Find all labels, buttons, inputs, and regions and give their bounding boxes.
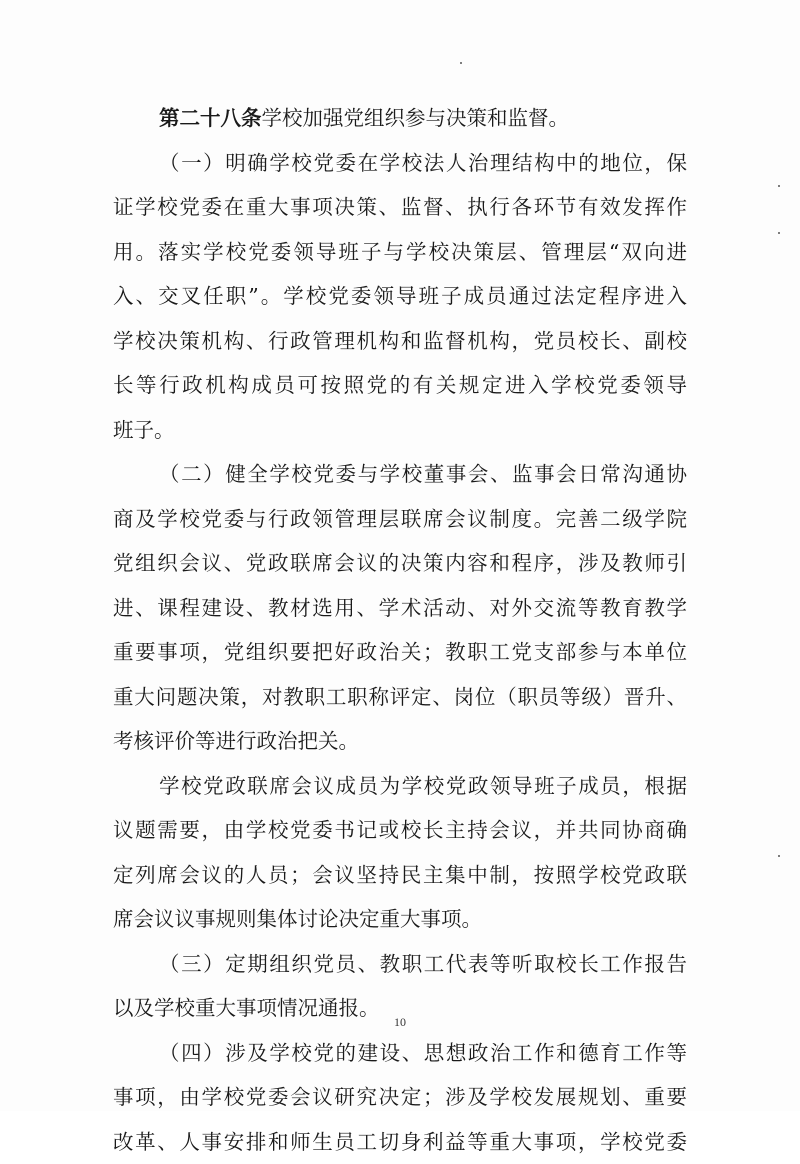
scan-speck xyxy=(778,185,780,187)
text-line: 改革、人事安排和师生员工切身利益等重大事项，学校党委 xyxy=(113,1120,687,1164)
text-line: 考核评价等进行政治把关。 xyxy=(113,719,687,764)
scan-speck xyxy=(778,232,780,234)
paragraph-2 xyxy=(113,452,687,764)
text-line: 进、课程建设、教材选用、学术活动、对外交流等教育教学 xyxy=(113,586,687,631)
paragraph-5 xyxy=(113,1031,687,1164)
text-line: 定列席会议的人员；会议坚持民主集中制，按照学校党政联 xyxy=(113,853,687,898)
text-line: 党组织会议、党政联席会议的决策内容和程序，涉及教师引 xyxy=(113,541,687,586)
text-line: 班子。 xyxy=(113,408,687,453)
text-line: 学校决策机构、行政管理机构和监督机构，党员校长、副校 xyxy=(113,319,687,364)
paragraph-1 xyxy=(113,141,687,453)
article-heading xyxy=(113,96,687,141)
text-line: 长等行政机构成员可按照党的有关规定进入学校党委领导 xyxy=(113,363,687,408)
scan-speck xyxy=(460,62,462,64)
text-line: 重大问题决策，对教职工职称评定、岗位（职员等级）晋升、 xyxy=(113,675,687,720)
text-line: 证学校党委在重大事项决策、监督、执行各环节有效发挥作 xyxy=(113,185,687,230)
text-line: （四）涉及学校党的建设、思想政治工作和德育工作等 xyxy=(113,1031,687,1076)
text-line: 学校党政联席会议成员为学校党政领导班子成员，根据 xyxy=(113,764,687,809)
page-number: 10 xyxy=(0,1015,800,1030)
text-line: 商及学校党委与行政领管理层联席会议制度。完善二级学院 xyxy=(113,497,687,542)
text-line: 重要事项，党组织要把好政治关；教职工党支部参与本单位 xyxy=(113,630,687,675)
body-text xyxy=(113,96,687,1164)
text-line: 事项，由学校党委会议研究决定；涉及学校发展规划、重要 xyxy=(113,1075,687,1120)
paragraph-3 xyxy=(113,764,687,942)
text-line: （三）定期组织党员、教职工代表等听取校长工作报告 xyxy=(113,942,687,987)
text-line: 入、交叉任职”。学校党委领导班子成员通过法定程序进入 xyxy=(113,274,687,319)
text-line: （一）明确学校党委在学校法人治理结构中的地位，保 xyxy=(113,141,687,186)
text-line: 席会议议事规则集体讨论决定重大事项。 xyxy=(113,897,687,942)
article-title: 学校加强党组织参与决策和监督。 xyxy=(262,106,570,130)
article-number: 第二十八条 xyxy=(159,106,262,130)
text-line: 议题需要，由学校党委书记或校长主持会议，并共同协商确 xyxy=(113,808,687,853)
text-line: 用。落实学校党委领导班子与学校决策层、管理层“双向进 xyxy=(113,230,687,275)
text-line: 以及学校重大事项情况通报。 xyxy=(113,986,687,1031)
scan-speck xyxy=(778,855,780,857)
text-line: （二）健全学校党委与学校董事会、监事会日常沟通协 xyxy=(113,452,687,497)
